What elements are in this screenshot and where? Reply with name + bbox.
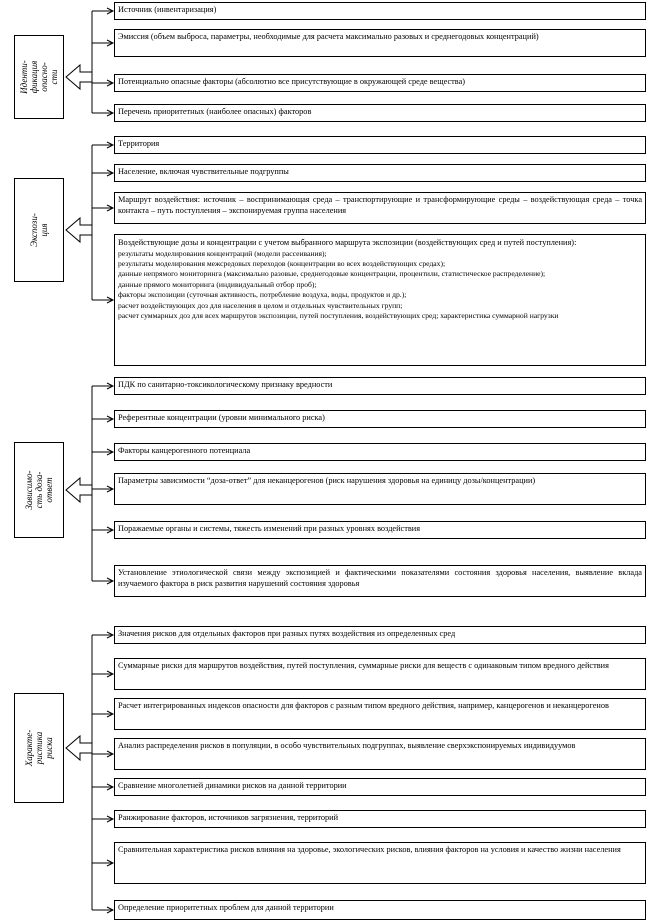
list-item: результаты моделирования концентраций (модели рассеивания);: [118, 248, 327, 258]
box-summary-risks: Суммарные риски для маршрутов воздействия, путей поступления, суммарные риски для веществ с одинаковым типом вредного действия: [114, 658, 646, 690]
list-item: расчет воздействующих доз для населения в целом и отдельных чувствительных групп;: [118, 300, 403, 310]
category-arrow: [66, 65, 92, 89]
box-risk-values: Значения рисков для отдельных факторов при разных путях воздействия из определенных сред: [114, 626, 646, 644]
category-hazard-identification: [14, 35, 64, 119]
box-dose-response-params: Параметры зависимости “доза-ответ” для неканцерогенов (риск нарушения здоровья на единицу дозы/концентрации): [114, 473, 646, 505]
list-item: расчет суммарных доз для всех маршрутов экспозиции, путей поступления, воздействующих сред; характеристика суммарной нагрузки: [118, 311, 559, 321]
box-territory: Территория: [114, 136, 646, 154]
list-item: данные прямого мониторинга (индивидуальный отбор проб);: [118, 279, 317, 289]
box-target-organs: Поражаемые органы и системы, тяжесть изменений при разных уровнях воздействия: [114, 521, 646, 539]
category-arrow: [66, 218, 92, 242]
category-dose-response: [14, 442, 64, 538]
box-emission: Эмиссия (объем выброса, параметры, необходимые для расчета максимально разовых и среднегодовых концентраций): [114, 29, 646, 57]
box-integrated-indices: Расчет интегрированных индексов опасности для факторов с разным типом вредного действия, например, канцерогенов и неканцерогенов: [114, 698, 646, 730]
box-mac: ПДК по санитарно-токсикологическому признаку вредности: [114, 377, 646, 395]
category-exposure: [14, 178, 64, 282]
box-exposure-doses: [114, 234, 646, 366]
box-reference-concentrations: Референтные концентрации (уровни минимального риска): [114, 410, 646, 428]
box-carcinogenic-factors: Факторы канцерогенного потенциала: [114, 443, 646, 461]
category-label: Иденти- фикация опасно- сти: [19, 60, 59, 94]
box-comparative-characteristics: Сравнительная характеристика рисков влияния на здоровье, экологических рисков, влияния факторов на условия и качество жизни населения: [114, 842, 646, 884]
list-item: Воздействующие дозы и концентрации с учетом выбранного маршрута экспозиции (воздействующих сред и путей поступления):: [118, 238, 577, 247]
box-priority-problems: Определение приоритетных проблем для данной территории: [114, 900, 646, 920]
box-priority-factors: Перечень приоритетных (наиболее опасных) факторов: [114, 104, 646, 122]
box-exposure-route: Маршрут воздействия: источник – воспринимающая среда – транспортирующие и трансформирующие среды – воздействующая среда – точка контакта – путь поступления – экспонируемая группа населения: [114, 192, 646, 224]
category-label: Характе- ристика риска: [24, 729, 54, 767]
list-item: факторы экспозиции (суточная активность, потребление воздуха, воды, продуктов и др.);: [118, 290, 407, 300]
list-item: данные непрямого мониторинга (максимально разовые, среднегодовые концентрации, процентили, статистическое распределение);: [118, 269, 546, 279]
list-item: результаты моделирования межсредовых переходов (концентрации во всех воздействующих средах);: [118, 259, 446, 268]
category-label: Зависимо- сть доза- ответ: [24, 470, 54, 510]
box-etiological-link: Установление этиологической связи между экспозицией и фактическими показателями состояния здоровья населения, выявление вклада изучаемого фактора в риск развития нарушений состояния здоровья: [114, 565, 646, 597]
category-arrow: [66, 736, 92, 760]
category-label: Экспози- ция: [29, 213, 49, 247]
box-risk-distribution: Анализ распределения рисков в популяции, в особо чувствительных подгруппах, выявление сверхэкспонируемых индивидуумов: [114, 738, 646, 770]
category-risk-characterization: [14, 693, 64, 803]
box-population: Население, включая чувствительные подгруппы: [114, 164, 646, 182]
box-ranking: Ранжирование факторов, источников загрязнения, территорий: [114, 810, 646, 828]
category-arrow: [66, 478, 92, 502]
box-potential-hazards: Потенциально опасные факторы (абсолютно все присутствующие в окружающей среде вещества): [114, 74, 646, 92]
box-risk-dynamics: Сравнение многолетней динамики рисков на данной территории: [114, 778, 646, 796]
box-source: Источник (инвентаризация): [114, 2, 646, 20]
